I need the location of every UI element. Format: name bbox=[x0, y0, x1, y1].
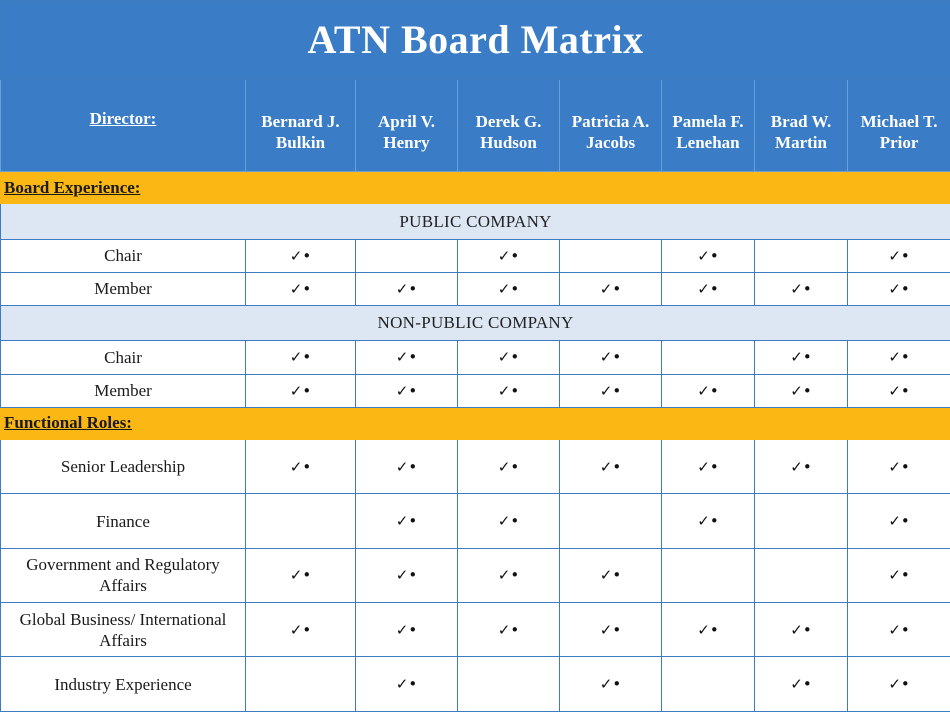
bullet-icon: • bbox=[900, 457, 910, 476]
bullet-icon: • bbox=[802, 381, 812, 400]
bullet-icon: • bbox=[408, 381, 418, 400]
bullet-icon: • bbox=[510, 381, 520, 400]
group-row bbox=[1, 306, 950, 341]
check-icon: ✓ bbox=[497, 457, 511, 476]
matrix-cell bbox=[848, 494, 950, 548]
bullet-icon: • bbox=[510, 348, 520, 367]
check-icon: ✓ bbox=[599, 675, 613, 694]
check-icon: ✓ bbox=[395, 348, 409, 367]
check-icon: ✓ bbox=[888, 348, 901, 367]
matrix-cell bbox=[458, 439, 560, 493]
matrix-cell bbox=[458, 341, 560, 374]
matrix-cell bbox=[662, 657, 755, 712]
title-row bbox=[1, 1, 950, 80]
check-icon: ✓ bbox=[599, 348, 613, 367]
group-heading: PUBLIC COMPANY bbox=[1, 204, 950, 239]
matrix-cell bbox=[755, 272, 848, 305]
bullet-icon: • bbox=[510, 457, 520, 476]
bullet-icon: • bbox=[612, 457, 622, 476]
matrix-cell bbox=[662, 548, 755, 602]
director-name-part: Derek G. bbox=[475, 112, 542, 132]
table-row bbox=[1, 239, 950, 272]
matrix-cell bbox=[246, 657, 356, 712]
matrix-cell bbox=[662, 341, 755, 374]
check-icon: ✓ bbox=[790, 457, 803, 476]
bullet-icon: • bbox=[302, 279, 312, 298]
check-icon: ✓ bbox=[888, 279, 901, 298]
director-name-part: Prior bbox=[879, 133, 919, 153]
matrix-cell bbox=[458, 603, 560, 657]
table-row bbox=[1, 603, 950, 657]
row-label: Government and Regulatory Affairs bbox=[1, 548, 246, 602]
check-icon: ✓ bbox=[599, 620, 613, 639]
check-icon: ✓ bbox=[888, 512, 901, 531]
matrix-cell bbox=[458, 657, 560, 712]
director-name-3 bbox=[560, 79, 662, 172]
bullet-icon: • bbox=[510, 512, 520, 531]
check-icon: ✓ bbox=[888, 620, 901, 639]
matrix-cell bbox=[755, 374, 848, 407]
matrix-cell bbox=[458, 494, 560, 548]
bullet-icon: • bbox=[612, 381, 622, 400]
matrix-cell bbox=[755, 603, 848, 657]
matrix-cell bbox=[755, 439, 848, 493]
bullet-icon: • bbox=[709, 381, 719, 400]
director-name-part: Jacobs bbox=[585, 133, 636, 153]
director-label: Director: bbox=[1, 79, 246, 172]
matrix-cell bbox=[755, 494, 848, 548]
check-icon: ✓ bbox=[497, 246, 511, 265]
check-icon: ✓ bbox=[497, 279, 511, 298]
check-icon: ✓ bbox=[697, 381, 710, 400]
check-icon: ✓ bbox=[790, 620, 803, 639]
check-icon: ✓ bbox=[599, 279, 613, 298]
bullet-icon: • bbox=[709, 512, 719, 531]
check-icon: ✓ bbox=[289, 246, 303, 265]
row-label: Chair bbox=[1, 239, 246, 272]
bullet-icon: • bbox=[408, 457, 418, 476]
bullet-icon: • bbox=[709, 620, 719, 639]
matrix-cell bbox=[356, 439, 458, 493]
check-icon: ✓ bbox=[289, 620, 303, 639]
bullet-icon: • bbox=[408, 512, 418, 531]
bullet-icon: • bbox=[802, 620, 812, 639]
director-name-part: Michael T. bbox=[860, 112, 938, 132]
bullet-icon: • bbox=[510, 620, 520, 639]
director-name-2 bbox=[458, 79, 560, 172]
matrix-cell bbox=[246, 341, 356, 374]
matrix-cell bbox=[848, 603, 950, 657]
check-icon: ✓ bbox=[599, 457, 613, 476]
group-heading: NON-PUBLIC COMPANY bbox=[1, 306, 950, 341]
director-name-part: Patricia A. bbox=[571, 112, 650, 132]
check-icon: ✓ bbox=[395, 512, 409, 531]
section-row bbox=[1, 172, 950, 204]
matrix-cell bbox=[662, 439, 755, 493]
check-icon: ✓ bbox=[697, 246, 710, 265]
matrix-cell bbox=[848, 272, 950, 305]
bullet-icon: • bbox=[510, 246, 520, 265]
matrix-cell bbox=[356, 239, 458, 272]
matrix-cell bbox=[356, 657, 458, 712]
matrix-cell bbox=[662, 272, 755, 305]
row-label: Member bbox=[1, 374, 246, 407]
matrix-cell bbox=[560, 439, 662, 493]
row-label: Global Business/ International Affairs bbox=[1, 603, 246, 657]
check-icon: ✓ bbox=[599, 566, 613, 585]
matrix-cell bbox=[848, 239, 950, 272]
director-name-part: Henry bbox=[383, 133, 430, 153]
row-label: Industry Experience bbox=[1, 657, 246, 712]
matrix-cell bbox=[458, 272, 560, 305]
check-icon: ✓ bbox=[395, 457, 409, 476]
matrix-cell bbox=[755, 239, 848, 272]
bullet-icon: • bbox=[900, 279, 910, 298]
director-name-part: April V. bbox=[377, 112, 435, 132]
check-icon: ✓ bbox=[289, 348, 303, 367]
check-icon: ✓ bbox=[790, 675, 803, 694]
table-row bbox=[1, 439, 950, 493]
director-name-1 bbox=[356, 79, 458, 172]
check-icon: ✓ bbox=[395, 381, 409, 400]
bullet-icon: • bbox=[408, 620, 418, 639]
group-row bbox=[1, 204, 950, 239]
director-name-part: Hudson bbox=[480, 133, 537, 153]
director-name-5 bbox=[755, 79, 848, 172]
bullet-icon: • bbox=[802, 348, 812, 367]
bullet-icon: • bbox=[900, 348, 910, 367]
bullet-icon: • bbox=[612, 279, 622, 298]
matrix-cell bbox=[356, 272, 458, 305]
row-label: Member bbox=[1, 272, 246, 305]
matrix-cell bbox=[246, 272, 356, 305]
bullet-icon: • bbox=[900, 675, 910, 694]
matrix-cell bbox=[246, 494, 356, 548]
matrix-cell bbox=[560, 341, 662, 374]
matrix-cell bbox=[458, 374, 560, 407]
director-name-part: Lenehan bbox=[676, 133, 740, 153]
check-icon: ✓ bbox=[395, 620, 409, 639]
director-name-part: Pamela F. bbox=[672, 112, 744, 132]
bullet-icon: • bbox=[612, 348, 622, 367]
bullet-icon: • bbox=[900, 512, 910, 531]
check-icon: ✓ bbox=[289, 566, 303, 585]
table-row bbox=[1, 494, 950, 548]
director-name-0 bbox=[246, 79, 356, 172]
matrix-cell bbox=[560, 272, 662, 305]
director-name-part: Bulkin bbox=[275, 133, 326, 153]
matrix-cell bbox=[848, 439, 950, 493]
matrix-cell bbox=[560, 657, 662, 712]
director-name-part: Brad W. bbox=[770, 112, 832, 132]
matrix-cell bbox=[246, 548, 356, 602]
bullet-icon: • bbox=[709, 246, 719, 265]
check-icon: ✓ bbox=[888, 381, 901, 400]
bullet-icon: • bbox=[408, 675, 418, 694]
director-name-part: Bernard J. bbox=[261, 112, 340, 132]
matrix-cell bbox=[246, 603, 356, 657]
matrix-cell bbox=[246, 239, 356, 272]
check-icon: ✓ bbox=[888, 246, 901, 265]
matrix-cell bbox=[356, 374, 458, 407]
matrix-cell bbox=[356, 603, 458, 657]
check-icon: ✓ bbox=[395, 675, 409, 694]
check-icon: ✓ bbox=[289, 279, 303, 298]
bullet-icon: • bbox=[302, 457, 312, 476]
check-icon: ✓ bbox=[497, 381, 511, 400]
bullet-icon: • bbox=[612, 675, 622, 694]
row-label: Finance bbox=[1, 494, 246, 548]
matrix-cell bbox=[560, 374, 662, 407]
bullet-icon: • bbox=[900, 246, 910, 265]
check-icon: ✓ bbox=[888, 675, 901, 694]
check-icon: ✓ bbox=[697, 279, 710, 298]
matrix-cell bbox=[356, 548, 458, 602]
matrix-cell bbox=[848, 657, 950, 712]
bullet-icon: • bbox=[302, 246, 312, 265]
bullet-icon: • bbox=[709, 279, 719, 298]
check-icon: ✓ bbox=[497, 512, 511, 531]
matrix-cell bbox=[848, 548, 950, 602]
page-title: ATN Board Matrix bbox=[1, 1, 950, 80]
check-icon: ✓ bbox=[888, 566, 901, 585]
check-icon: ✓ bbox=[497, 348, 511, 367]
matrix-cell bbox=[560, 548, 662, 602]
director-name-4 bbox=[662, 79, 755, 172]
matrix-cell bbox=[662, 494, 755, 548]
matrix-cell bbox=[755, 341, 848, 374]
matrix-cell bbox=[560, 494, 662, 548]
bullet-icon: • bbox=[510, 566, 520, 585]
table-row bbox=[1, 548, 950, 602]
bullet-icon: • bbox=[802, 279, 812, 298]
matrix-cell bbox=[458, 548, 560, 602]
check-icon: ✓ bbox=[697, 620, 710, 639]
section-row bbox=[1, 407, 950, 439]
bullet-icon: • bbox=[612, 620, 622, 639]
check-icon: ✓ bbox=[697, 457, 710, 476]
row-label: Chair bbox=[1, 341, 246, 374]
check-icon: ✓ bbox=[790, 279, 803, 298]
director-name-part: Martin bbox=[775, 133, 827, 153]
section-heading: Functional Roles: bbox=[1, 407, 950, 439]
section-heading: Board Experience: bbox=[1, 172, 950, 204]
bullet-icon: • bbox=[408, 348, 418, 367]
matrix-cell bbox=[356, 341, 458, 374]
table-row bbox=[1, 657, 950, 712]
bullet-icon: • bbox=[302, 620, 312, 639]
table-row bbox=[1, 341, 950, 374]
matrix-cell bbox=[560, 603, 662, 657]
bullet-icon: • bbox=[900, 566, 910, 585]
bullet-icon: • bbox=[408, 566, 418, 585]
check-icon: ✓ bbox=[888, 457, 901, 476]
bullet-icon: • bbox=[302, 566, 312, 585]
check-icon: ✓ bbox=[599, 381, 613, 400]
bullet-icon: • bbox=[510, 279, 520, 298]
bullet-icon: • bbox=[802, 457, 812, 476]
header-row bbox=[1, 79, 950, 172]
bullet-icon: • bbox=[408, 279, 418, 298]
matrix-cell bbox=[662, 603, 755, 657]
director-name-6 bbox=[848, 79, 950, 172]
matrix-cell bbox=[755, 657, 848, 712]
matrix-cell bbox=[458, 239, 560, 272]
table-row bbox=[1, 374, 950, 407]
check-icon: ✓ bbox=[395, 279, 409, 298]
matrix-cell bbox=[848, 374, 950, 407]
matrix-cell bbox=[755, 548, 848, 602]
bullet-icon: • bbox=[900, 381, 910, 400]
matrix-cell bbox=[560, 239, 662, 272]
check-icon: ✓ bbox=[497, 566, 511, 585]
check-icon: ✓ bbox=[790, 348, 803, 367]
check-icon: ✓ bbox=[289, 381, 303, 400]
bullet-icon: • bbox=[302, 381, 312, 400]
check-icon: ✓ bbox=[395, 566, 409, 585]
row-label: Senior Leadership bbox=[1, 439, 246, 493]
matrix-cell bbox=[246, 439, 356, 493]
matrix-cell bbox=[662, 239, 755, 272]
matrix-cell bbox=[848, 341, 950, 374]
bullet-icon: • bbox=[802, 675, 812, 694]
bullet-icon: • bbox=[709, 457, 719, 476]
check-icon: ✓ bbox=[497, 620, 511, 639]
check-icon: ✓ bbox=[697, 512, 710, 531]
matrix-cell bbox=[662, 374, 755, 407]
bullet-icon: • bbox=[302, 348, 312, 367]
bullet-icon: • bbox=[612, 566, 622, 585]
check-icon: ✓ bbox=[289, 457, 303, 476]
matrix-cell bbox=[246, 374, 356, 407]
bullet-icon: • bbox=[900, 620, 910, 639]
check-icon: ✓ bbox=[790, 381, 803, 400]
matrix-cell bbox=[356, 494, 458, 548]
table-row bbox=[1, 272, 950, 305]
